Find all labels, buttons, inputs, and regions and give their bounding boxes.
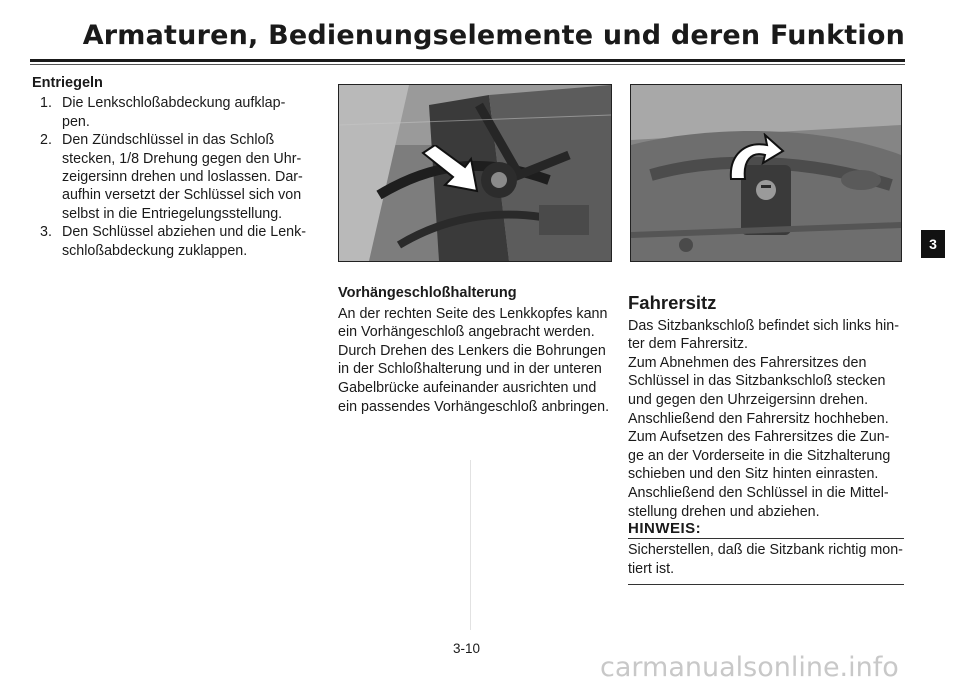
entriegeln-steps (32, 94, 322, 260)
step-number: 2. (40, 132, 52, 149)
text-line: Sicherstellen, daß die Sitzbank richtig mon- (628, 542, 903, 558)
step-line: schloßabdeckung zuklappen. (62, 242, 248, 259)
text-line: Gabelbrücke aufeinander ausrichten und (338, 379, 597, 396)
section-tab: 3 (921, 230, 945, 258)
text-line: tiert ist. (628, 560, 675, 577)
watermark: carmanualsonline.info (600, 652, 899, 683)
step-line: Den Schlüssel abziehen und die Lenk- (62, 224, 307, 241)
text-line: ter dem Fahrersitz. (628, 336, 748, 353)
fahrersitz-section (628, 294, 910, 521)
steering-lock-photo (338, 84, 612, 262)
text-line: in der Schloßhalterung und in der unteren (338, 361, 602, 378)
vorhaengeschloss-heading: Vorhängeschloßhalterung (338, 285, 517, 301)
text-line: und gegen den Uhrzeigersinn drehen. (628, 391, 869, 408)
entriegeln-heading: Entriegeln (32, 75, 103, 91)
curved-arrow-icon (723, 133, 785, 185)
step-number: 3. (40, 224, 52, 241)
vorhaengeschloss-section (338, 284, 613, 416)
step-number: 1. (40, 95, 52, 112)
header-rule (30, 59, 905, 62)
step-1 (32, 94, 322, 131)
entriegeln-section (32, 74, 322, 260)
text-line: Schlüssel in das Sitzbankschloß stecken (628, 373, 886, 390)
text-line: Anschließend den Fahrersitz hochheben. (628, 410, 889, 427)
hinweis-note (628, 520, 904, 585)
step-line: selbst in die Entriegelungsstellung. (62, 205, 283, 222)
text-line: Zum Aufsetzen des Fahrersitzes die Zun- (628, 429, 890, 446)
page-number: 3-10 (453, 641, 481, 656)
hinweis-text (628, 541, 904, 578)
text-line: Anschließend den Schlüssel in die Mittel- (628, 484, 889, 501)
text-line: schieben und den Sitz hinten einrasten. (628, 466, 879, 483)
hinweis-heading: HINWEIS: (628, 520, 705, 537)
hinweis-rule (628, 538, 904, 539)
column-gutter (470, 460, 471, 630)
text-line: An der rechten Seite des Lenkkopfes kann (338, 305, 608, 322)
step-line: pen. (62, 113, 90, 130)
text-line: stellung drehen und abziehen. (628, 503, 820, 520)
fahrersitz-heading: Fahrersitz (628, 292, 717, 313)
seat-lock-photo (630, 84, 902, 262)
step-2 (32, 131, 322, 223)
text-line: Das Sitzbankschloß befindet sich links hin- (628, 317, 899, 334)
header-rule-thin (30, 64, 905, 65)
step-line: zeigersinn drehen und loslassen. Dar- (62, 169, 303, 186)
step-line: Den Zündschlüssel in das Schloß (62, 132, 275, 149)
text-line: ein Vorhängeschloß angebracht werden. (338, 324, 595, 341)
step-line: stecken, 1/8 Drehung gegen den Uhr- (62, 150, 302, 167)
page-title: Armaturen, Bedienungselemente und deren Funktion (82, 20, 905, 51)
step-line: Die Lenkschloßabdeckung aufklap- (62, 95, 286, 112)
text-line: ge an der Vorderseite in die Sitzhalterung (628, 447, 891, 464)
text-line: ein passendes Vorhängeschloß anbringen. (338, 398, 610, 415)
text-line: Zum Abnehmen des Fahrersitzes den (628, 354, 867, 371)
text-line: Durch Drehen des Lenkers die Bohrungen (338, 342, 606, 359)
arrow-icon (419, 145, 479, 195)
step-3 (32, 223, 322, 260)
hinweis-bottom-rule (628, 584, 904, 585)
step-line: aufhin versetzt der Schlüssel sich von (62, 187, 302, 204)
